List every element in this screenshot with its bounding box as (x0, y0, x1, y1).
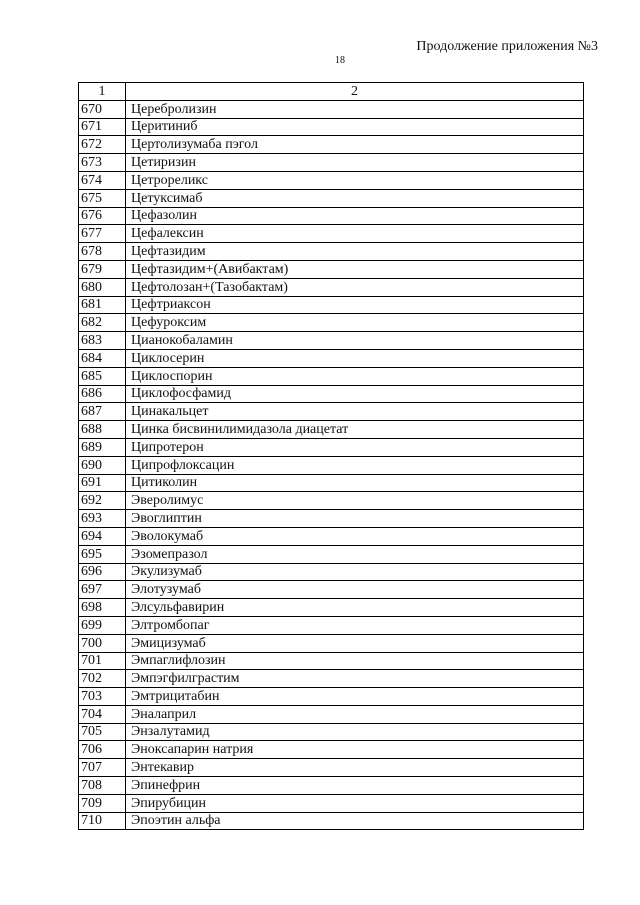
table-row (79, 634, 584, 652)
row-number-cell: 707 (79, 759, 126, 777)
table-row (79, 599, 584, 617)
row-number-cell: 701 (79, 652, 126, 670)
column-header-name: 2 (126, 83, 584, 101)
table-row (79, 563, 584, 581)
row-number-cell: 676 (79, 207, 126, 225)
row-number-cell: 687 (79, 403, 126, 421)
table-row (79, 349, 584, 367)
drug-name-cell: Эпирубицин (126, 794, 584, 812)
table-row (79, 438, 584, 456)
drug-name-cell: Эналаприл (126, 705, 584, 723)
table-row (79, 527, 584, 545)
drug-name-cell: Церитиниб (126, 118, 584, 136)
table-row (79, 723, 584, 741)
row-number-cell: 695 (79, 545, 126, 563)
row-number-cell: 696 (79, 563, 126, 581)
page-number: 18 (335, 55, 345, 66)
row-number-cell: 705 (79, 723, 126, 741)
table-row (79, 510, 584, 528)
row-number-cell: 697 (79, 581, 126, 599)
row-number-cell: 670 (79, 100, 126, 118)
table-row (79, 812, 584, 830)
row-number-cell: 709 (79, 794, 126, 812)
row-number-cell: 694 (79, 527, 126, 545)
drug-name-cell: Эпинефрин (126, 777, 584, 795)
row-number-cell: 681 (79, 296, 126, 314)
drug-name-cell: Эвоглиптин (126, 510, 584, 528)
drug-name-cell: Эпоэтин альфа (126, 812, 584, 830)
table-row (79, 652, 584, 670)
drug-name-cell: Цефтолозан+(Тазобактам) (126, 278, 584, 296)
table-row (79, 456, 584, 474)
column-header-number: 1 (79, 83, 126, 101)
table-row (79, 154, 584, 172)
table-row (79, 616, 584, 634)
row-number-cell: 693 (79, 510, 126, 528)
drug-name-cell: Цинакальцет (126, 403, 584, 421)
drug-name-cell: Элсульфавирин (126, 599, 584, 617)
row-number-cell: 686 (79, 385, 126, 403)
table-row (79, 260, 584, 278)
row-number-cell: 691 (79, 474, 126, 492)
table-row (79, 670, 584, 688)
drug-name-cell: Цефтазидим (126, 243, 584, 261)
table-row (79, 403, 584, 421)
table-row (79, 581, 584, 599)
table-row (79, 314, 584, 332)
row-number-cell: 706 (79, 741, 126, 759)
drug-name-cell: Эноксапарин натрия (126, 741, 584, 759)
table-row (79, 492, 584, 510)
table-row (79, 278, 584, 296)
row-number-cell: 702 (79, 670, 126, 688)
table-header (79, 83, 584, 101)
table-row (79, 777, 584, 795)
table-row (79, 705, 584, 723)
drug-name-cell: Церебролизин (126, 100, 584, 118)
drug-name-cell: Цефуроксим (126, 314, 584, 332)
row-number-cell: 688 (79, 421, 126, 439)
drug-name-cell: Цинка бисвинилимидазола диацетат (126, 421, 584, 439)
row-number-cell: 689 (79, 438, 126, 456)
drug-name-cell: Цетуксимаб (126, 189, 584, 207)
table-row (79, 332, 584, 350)
table-row (79, 688, 584, 706)
table-row (79, 367, 584, 385)
table-row (79, 545, 584, 563)
row-number-cell: 700 (79, 634, 126, 652)
drug-name-cell: Цефазолин (126, 207, 584, 225)
row-number-cell: 704 (79, 705, 126, 723)
row-number-cell: 710 (79, 812, 126, 830)
drug-name-cell: Цитиколин (126, 474, 584, 492)
table-row (79, 296, 584, 314)
drug-name-cell: Экулизумаб (126, 563, 584, 581)
drug-name-cell: Элтромбопаг (126, 616, 584, 634)
table-row (79, 118, 584, 136)
drug-name-cell: Ципротерон (126, 438, 584, 456)
drug-name-cell: Цефтазидим+(Авибактам) (126, 260, 584, 278)
row-number-cell: 672 (79, 136, 126, 154)
row-number-cell: 708 (79, 777, 126, 795)
drug-name-cell: Цефтриаксон (126, 296, 584, 314)
row-number-cell: 682 (79, 314, 126, 332)
table-row (79, 385, 584, 403)
row-number-cell: 699 (79, 616, 126, 634)
table-row (79, 243, 584, 261)
row-number-cell: 677 (79, 225, 126, 243)
row-number-cell: 678 (79, 243, 126, 261)
drug-name-cell: Эволокумаб (126, 527, 584, 545)
row-number-cell: 680 (79, 278, 126, 296)
table-body (79, 100, 584, 830)
drug-name-cell: Цетиризин (126, 154, 584, 172)
row-number-cell: 692 (79, 492, 126, 510)
drug-name-cell: Цетрореликс (126, 171, 584, 189)
row-number-cell: 698 (79, 599, 126, 617)
drug-name-cell: Циклофосфамид (126, 385, 584, 403)
drug-name-cell: Эзомепразол (126, 545, 584, 563)
drug-name-cell: Энзалутамид (126, 723, 584, 741)
table-row (79, 189, 584, 207)
drug-name-cell: Элотузумаб (126, 581, 584, 599)
table-row (79, 136, 584, 154)
row-number-cell: 703 (79, 688, 126, 706)
table-row (79, 474, 584, 492)
drug-name-cell: Циклосерин (126, 349, 584, 367)
row-number-cell: 685 (79, 367, 126, 385)
table-row (79, 794, 584, 812)
row-number-cell: 674 (79, 171, 126, 189)
drug-name-cell: Эмицизумаб (126, 634, 584, 652)
drug-name-cell: Цертолизумаба пэгол (126, 136, 584, 154)
drug-name-cell: Ципрофлоксацин (126, 456, 584, 474)
row-number-cell: 690 (79, 456, 126, 474)
table-row (79, 171, 584, 189)
drug-name-cell: Цефалексин (126, 225, 584, 243)
table-row (79, 421, 584, 439)
row-number-cell: 683 (79, 332, 126, 350)
row-number-cell: 684 (79, 349, 126, 367)
row-number-cell: 671 (79, 118, 126, 136)
drug-name-cell: Циклоспорин (126, 367, 584, 385)
drug-name-cell: Эверолимус (126, 492, 584, 510)
drug-name-cell: Энтекавир (126, 759, 584, 777)
drug-table (78, 82, 584, 830)
table-row (79, 207, 584, 225)
row-number-cell: 675 (79, 189, 126, 207)
table-row (79, 225, 584, 243)
drug-name-cell: Эмпэгфилграстим (126, 670, 584, 688)
drug-name-cell: Эмтрицитабин (126, 688, 584, 706)
table-row (79, 741, 584, 759)
row-number-cell: 673 (79, 154, 126, 172)
table-row (79, 100, 584, 118)
table-header-row (79, 83, 584, 101)
row-number-cell: 679 (79, 260, 126, 278)
drug-name-cell: Эмпаглифлозин (126, 652, 584, 670)
continuation-title: Продолжение приложения №3 (416, 39, 598, 54)
drug-name-cell: Цианокобаламин (126, 332, 584, 350)
table-row (79, 759, 584, 777)
